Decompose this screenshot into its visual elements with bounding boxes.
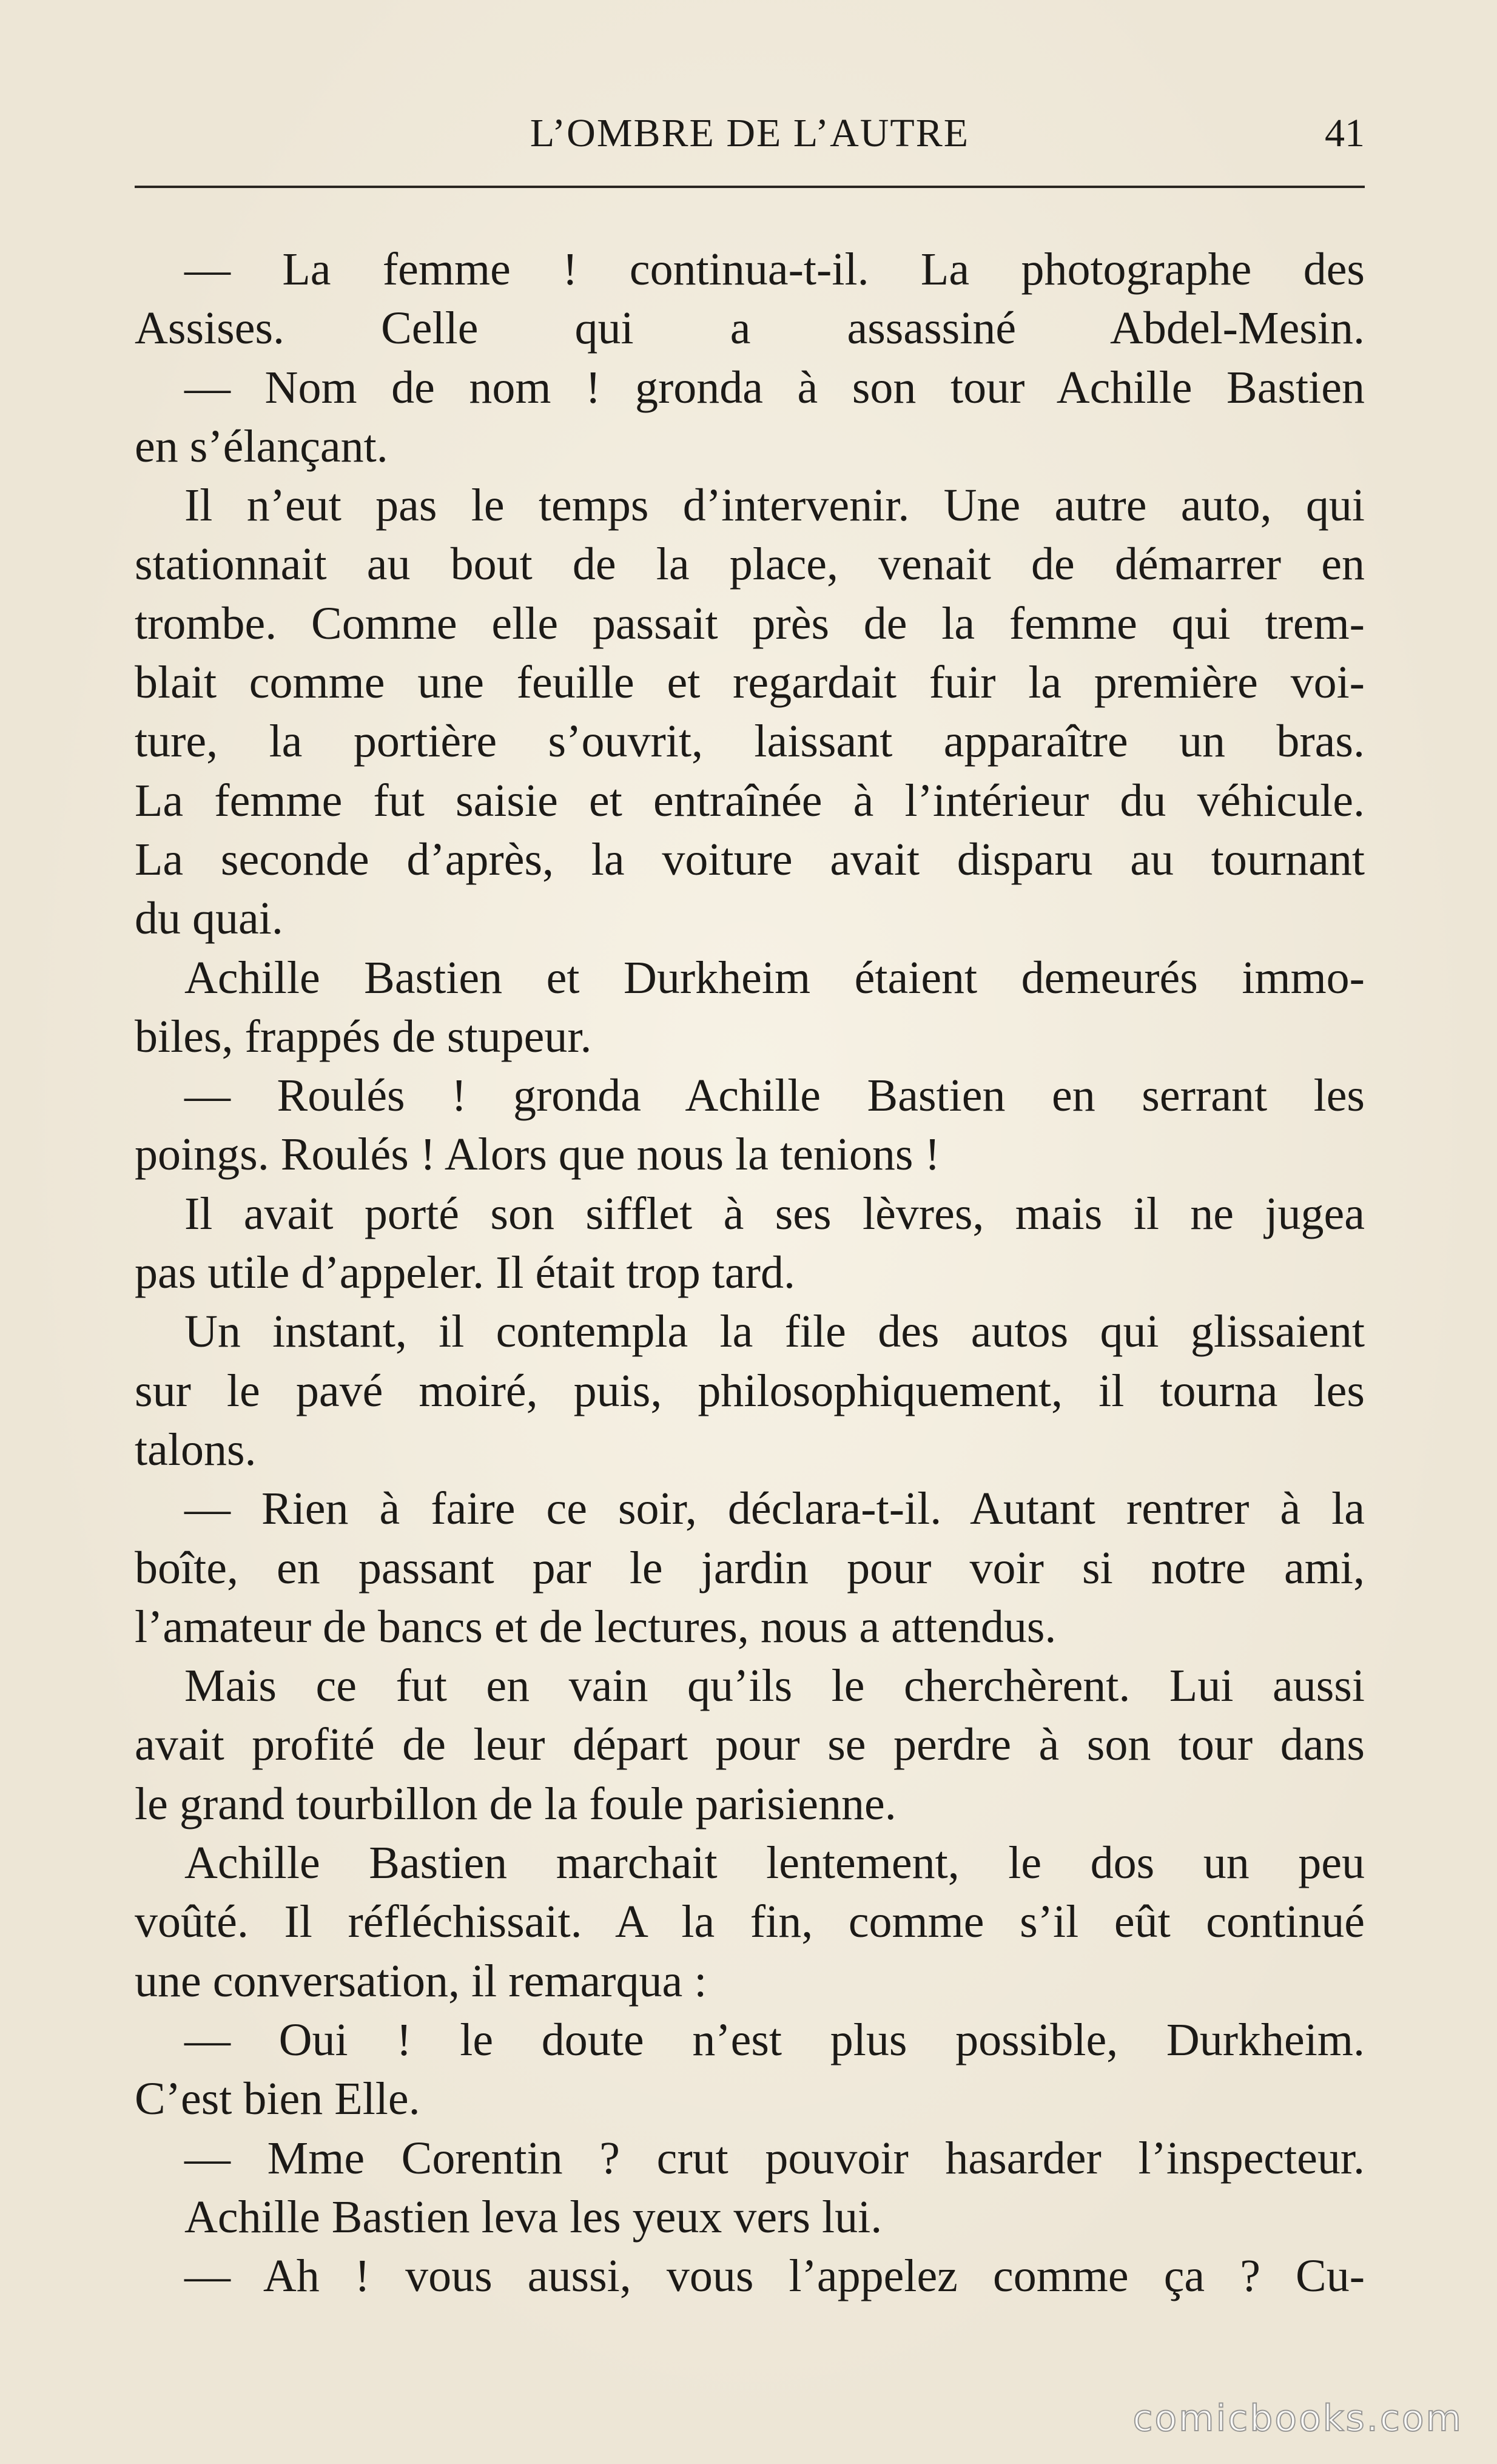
- header-rule: [135, 186, 1365, 188]
- text-line: — Mme Corentin ? crut pouvoir hasarder l’inspecteur.: [184, 2132, 1365, 2184]
- text-line: en s’élançant.: [135, 420, 388, 472]
- text-line: Achille Bastien leva les yeux vers lui.: [184, 2191, 883, 2243]
- text-line: poings. Roulés ! Alors que nous la tenions !: [135, 1129, 940, 1180]
- text-line: Il n’eut pas le temps d’intervenir. Une autre auto, qui: [184, 480, 1365, 531]
- text-line: Il avait porté son sifflet à ses lèvres, mais il ne jugea: [184, 1188, 1365, 1239]
- text-line: le grand tourbillon de la foule parisienne.: [135, 1778, 897, 1829]
- text-line: — La femme ! continua-t-il. La photographe des: [184, 244, 1365, 295]
- text-line: biles, frappés de stupeur.: [135, 1011, 592, 1062]
- text-line: une conversation, il remarqua :: [135, 1955, 707, 2007]
- text-line: pas utile d’appeler. Il était trop tard.: [135, 1247, 795, 1299]
- text-line: boîte, en passant par le jardin pour voir si notre ami,: [135, 1542, 1365, 1594]
- text-line: — Ah ! vous aussi, vous l’appelez comme ça ? Cu-: [184, 2250, 1365, 2302]
- text-line: La femme fut saisie et entraînée à l’intérieur du véhicule.: [135, 775, 1365, 826]
- text-line: Achille Bastien et Durkheim étaient demeurés immo-: [184, 952, 1365, 1003]
- text-line: avait profité de leur départ pour se perdre à son tour dans: [135, 1719, 1365, 1771]
- text-line: — Rien à faire ce soir, déclara-t-il. Autant rentrer à la: [184, 1483, 1365, 1535]
- text-line: l’amateur de bancs et de lectures, nous a attendus.: [135, 1601, 1057, 1652]
- text-line: — Oui ! le doute n’est plus possible, Durkheim.: [184, 2014, 1365, 2065]
- running-title: L’OMBRE DE L’AUTRE: [530, 111, 970, 155]
- text-line: Mais ce fut en vain qu’ils le cherchèrent. Lui aussi: [184, 1660, 1365, 1712]
- text-line: La seconde d’après, la voiture avait disparu au tournant: [135, 833, 1365, 885]
- body-text: [135, 240, 1365, 2306]
- text-line: sur le pavé moiré, puis, philosophiquement, il tourna les: [135, 1365, 1365, 1416]
- text-line: Achille Bastien marchait lentement, le dos un peu: [184, 1837, 1365, 1889]
- page-number: 41: [1325, 111, 1365, 155]
- text-line: ture, la portière s’ouvrit, laissant apparaître un bras.: [135, 716, 1365, 767]
- text-line: — Nom de nom ! gronda à son tour Achille Bastien: [184, 362, 1365, 413]
- text-line: Assises. Celle qui a assassiné Abdel-Mesin.: [135, 303, 1365, 354]
- running-head: [135, 109, 1365, 158]
- text-line: voûté. Il réfléchissait. A la fin, comme s’il eût continué: [135, 1896, 1365, 1948]
- text-line: — Roulés ! gronda Achille Bastien en serrant les: [184, 1070, 1365, 1122]
- text-line: C’est bien Elle.: [135, 2073, 420, 2125]
- text-line: blait comme une feuille et regardait fuir la première voi-: [135, 657, 1365, 709]
- watermark: comicbooks.com: [1132, 2397, 1463, 2440]
- text-line: Un instant, il contempla la file des autos qui glissaient: [184, 1306, 1365, 1358]
- text-line: trombe. Comme elle passait près de la femme qui trem-: [135, 597, 1365, 649]
- text-line: stationnait au bout de la place, venait de démarrer en: [135, 539, 1365, 590]
- text-line: talons.: [135, 1424, 257, 1475]
- text-line: du quai.: [135, 893, 283, 944]
